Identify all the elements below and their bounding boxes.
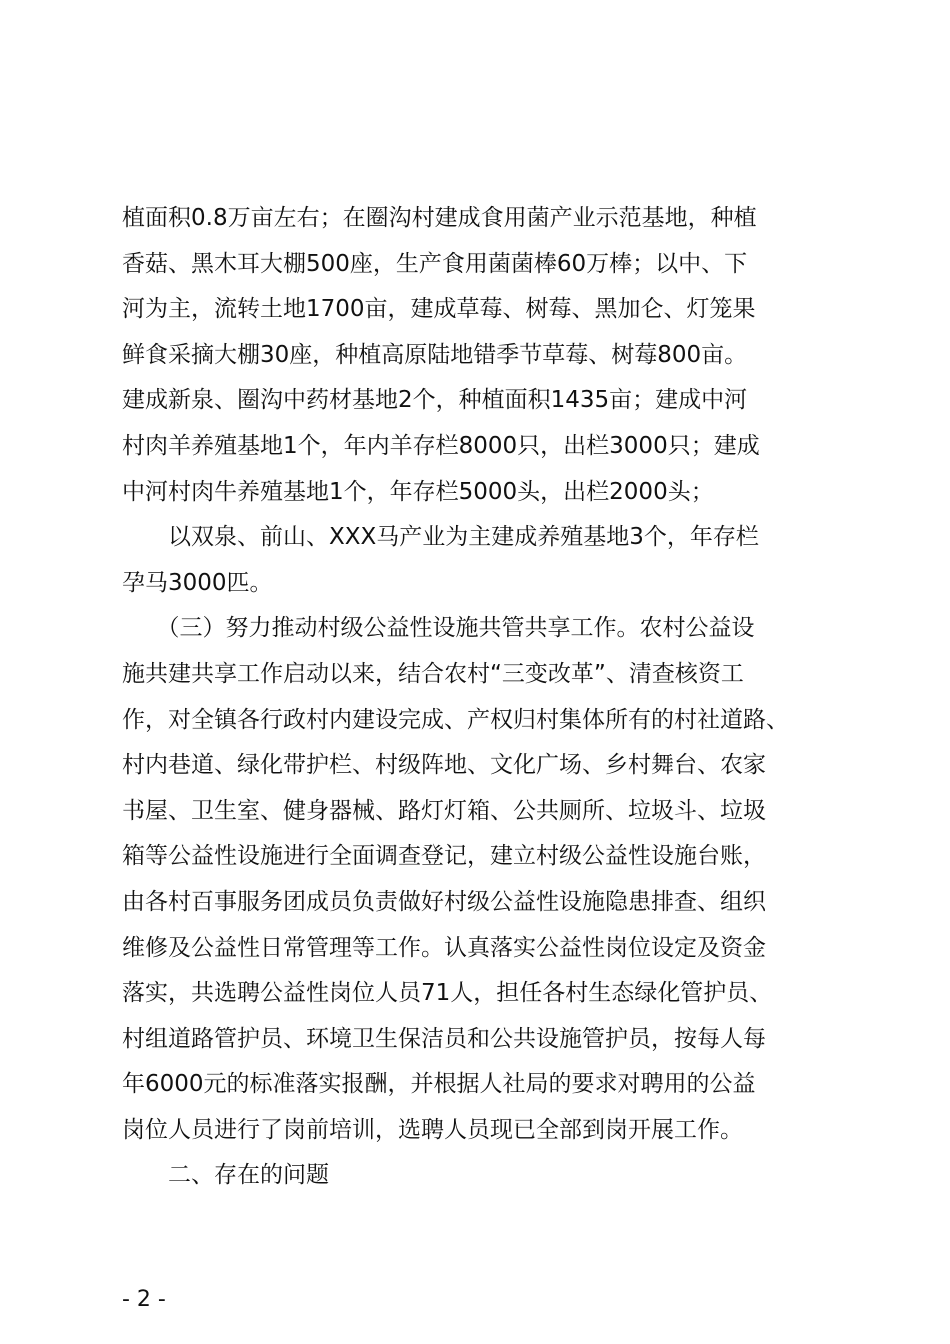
text-line: 植面积0.8万亩左右；在圈沟村建成食用菌产业示范基地，种植 bbox=[122, 205, 757, 231]
text-line: 由各村百事服务团成员负责做好村级公益性设施隐患排查、组织 bbox=[122, 888, 766, 915]
text-line: 作，对全镇各行政村内建设完成、产权归村集体所有的村社道路、 bbox=[122, 706, 789, 733]
page-number: - 2 - bbox=[122, 1287, 166, 1312]
text-line: 以双泉、前山、XXX马产业为主建成养殖基地3个，年存栏 bbox=[122, 524, 759, 551]
text-line: 河为主，流转土地1700亩，建成草莓、树莓、黑加仑、灯笼果 bbox=[122, 296, 756, 323]
text-line: （三）努力推动村级公益性设施共管共享工作。农村公益设 bbox=[122, 615, 755, 642]
text-line: 中河村肉牛养殖基地1个，年存栏5000头，出栏2000头； bbox=[122, 478, 714, 505]
text-line: 年6000元的标准落实报酬，并根据人社局的要求对聘用的公益 bbox=[122, 1071, 756, 1098]
text-line: 村组道路管护员、环境卫生保洁员和公共设施管护员，按每人每 bbox=[122, 1025, 766, 1052]
text-line: 二、存在的问题 bbox=[122, 1162, 329, 1189]
text-line: 村内巷道、绿化带护栏、村级阵地、文化广场、乡村舞台、农家 bbox=[122, 752, 766, 779]
text-line: 维修及公益性日常管理等工作。认真落实公益性岗位设定及资金 bbox=[122, 934, 766, 961]
text-line: 岗位人员进行了岗前培训，选聘人员现已全部到岗开展工作。 bbox=[122, 1116, 743, 1143]
text-line: 香菇、黑木耳大棚500座，生产食用菌菌棒60万棒；以中、下 bbox=[122, 250, 748, 277]
text-line: 箱等公益性设施进行全面调查登记，建立村级公益性设施台账， bbox=[122, 843, 766, 870]
text-line: 施共建共享工作启动以来，结合农村“三变改革”、清查核资工 bbox=[122, 660, 744, 687]
text-line: 孕马3000匹。 bbox=[122, 569, 273, 596]
text-line: 落实，共选聘公益性岗位人员71人，担任各村生态绿化管护员、 bbox=[122, 980, 773, 1007]
document-body bbox=[122, 196, 834, 1199]
text-line: 鲜食采摘大棚30座，种植高原陆地错季节草莓、树莓800亩。 bbox=[122, 341, 748, 368]
text-line: 建成新泉、圈沟中药材基地2个，种植面积1435亩；建成中河 bbox=[122, 387, 748, 414]
text-line: 书屋、卫生室、健身器械、路灯灯箱、公共厕所、垃圾斗、垃圾 bbox=[122, 797, 766, 824]
text-line: 村肉羊养殖基地1个，年内羊存栏8000只，出栏3000只；建成 bbox=[122, 432, 760, 459]
